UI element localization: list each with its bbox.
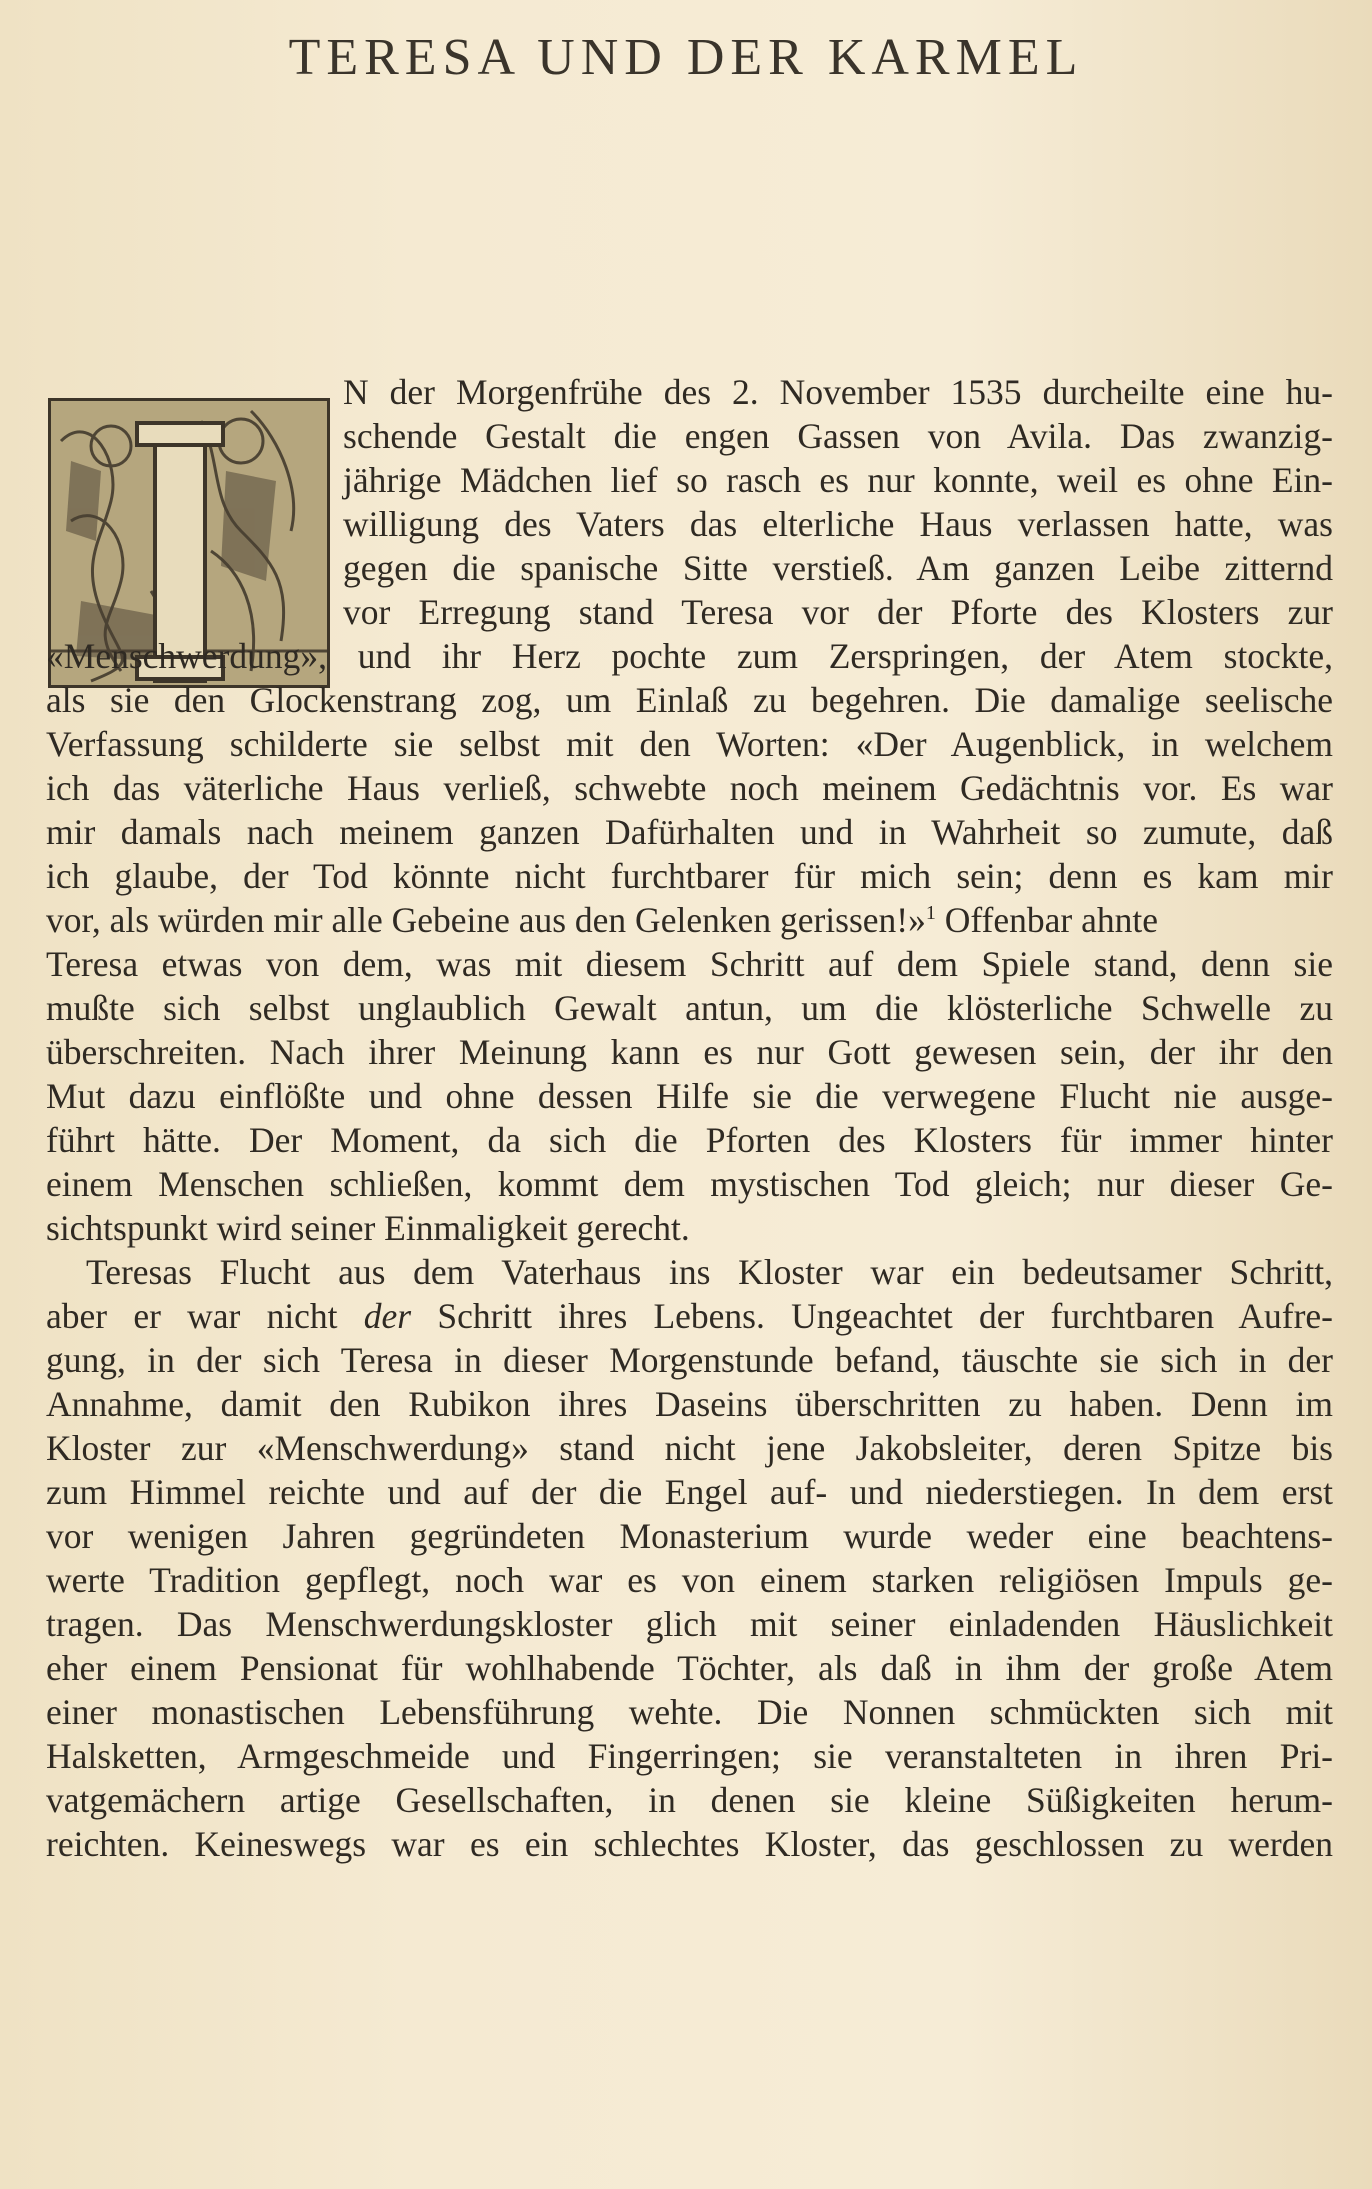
text-line: sichtspunkt wird seiner Einmaligkeit gerecht.: [46, 1208, 690, 1248]
footnote-marker: 1: [925, 902, 936, 925]
text-segment: Offenbar ahnte: [944, 900, 1158, 940]
text-line: schende Gestalt die engen Gassen von Avila. Das zwanzig-: [343, 416, 1333, 456]
text-line: vatgemächern artige Gesellschaften, in denen sie kleine Süßigkeiten herum-: [46, 1780, 1333, 1820]
text-segment: Schritt ihres Lebens. Ungeachtet der furchtbaren Aufre-: [437, 1296, 1334, 1336]
text-line: Teresas Flucht aus dem Vaterhaus ins Kloster war ein bedeutsamer Schritt,: [86, 1252, 1333, 1292]
text-line: «Menschwerdung», und ihr Herz pochte zum Zerspringen, der Atem stockte,: [46, 636, 1333, 676]
text-line: N der Morgenfrühe des 2. November 1535 durcheilte eine hu-: [343, 372, 1333, 412]
text-line: einer monastischen Lebensführung wehte. Die Nonnen schmückten sich mit: [46, 1692, 1333, 1732]
text-line: vor wenigen Jahren gegründeten Monasterium wurde weder eine beachtens-: [46, 1516, 1333, 1556]
running-title: TERESA UND DER KARMEL: [288, 29, 1084, 86]
text-line: reichten. Keineswegs war es ein schlechtes Kloster, das geschlossen zu werden: [46, 1824, 1333, 1864]
text-line: gegen die spanische Sitte verstieß. Am ganzen Leibe zitternd: [343, 548, 1333, 588]
text-line: ich glaube, der Tod könnte nicht furchtbarer für mich sein; denn es kam mir: [46, 856, 1333, 896]
text-line: Halsketten, Armgeschmeide und Fingerringen; sie veranstalteten in ihren Pri-: [46, 1736, 1333, 1776]
text-line: überschreiten. Nach ihrer Meinung kann es nur Gott gewesen sein, der ihr den: [46, 1032, 1333, 1072]
text-line: Teresa etwas von dem, was mit diesem Schritt auf dem Spiele stand, denn sie: [46, 944, 1333, 984]
text-line: führt hätte. Der Moment, da sich die Pforten des Klosters für immer hinter: [46, 1120, 1333, 1160]
text-segment: vor, als würden mir alle Gebeine aus den Gelenken gerissen!»: [46, 900, 926, 940]
text-line: Mut dazu einflößte und ohne dessen Hilfe sie die verwegene Flucht nie ausge-: [46, 1076, 1333, 1116]
text-line-with-italic: [46, 1294, 1333, 1338]
text-line: willigung des Vaters das elterliche Haus verlassen hatte, was: [343, 504, 1333, 544]
text-line: einem Menschen schließen, kommt dem mystischen Tod gleich; nur dieser Ge-: [46, 1164, 1333, 1204]
text-line: Annahme, damit den Rubikon ihres Daseins überschritten zu haben. Denn im: [46, 1384, 1333, 1424]
text-line: gung, in der sich Teresa in dieser Morgenstunde befand, täuschte sie sich in der: [46, 1340, 1333, 1380]
text-line: vor Erregung stand Teresa vor der Pforte des Klosters zur: [343, 592, 1333, 632]
text-line: mußte sich selbst unglaublich Gewalt antun, um die klösterliche Schwelle zu: [46, 988, 1333, 1028]
text-line: werte Tradition gepflegt, noch war es von einem starken religiösen Impuls ge-: [46, 1560, 1333, 1600]
text-line: als sie den Glockenstrang zog, um Einlaß zu begehren. Die damalige seelische: [46, 680, 1333, 720]
text-line: zum Himmel reichte und auf der die Engel auf- und niederstiegen. In dem erst: [46, 1472, 1333, 1512]
text-line: eher einem Pensionat für wohlhabende Töchter, als daß in ihm der große Atem: [46, 1648, 1333, 1688]
text-line: ich das väterliche Haus verließ, schwebte noch meinem Gedächtnis vor. Es war: [46, 768, 1333, 808]
text-line: Kloster zur «Menschwerdung» stand nicht jene Jakobsleiter, deren Spitze bis: [46, 1428, 1333, 1468]
text-line: Verfassung schilderte sie selbst mit den Worten: «Der Augenblick, in welchem: [46, 724, 1333, 764]
italic-word: der: [363, 1296, 412, 1336]
text-segment: aber er war nicht: [46, 1296, 338, 1336]
text-line: mir damals nach meinem ganzen Dafürhalten und in Wahrheit so zumute, daß: [46, 812, 1333, 852]
text-line: jährige Mädchen lief so rasch es nur konnte, weil es ohne Ein-: [343, 460, 1333, 500]
text-line: tragen. Das Menschwerdungskloster glich mit seiner einladenden Häuslichkeit: [46, 1604, 1333, 1644]
text-line-with-footnote: [46, 898, 1333, 942]
